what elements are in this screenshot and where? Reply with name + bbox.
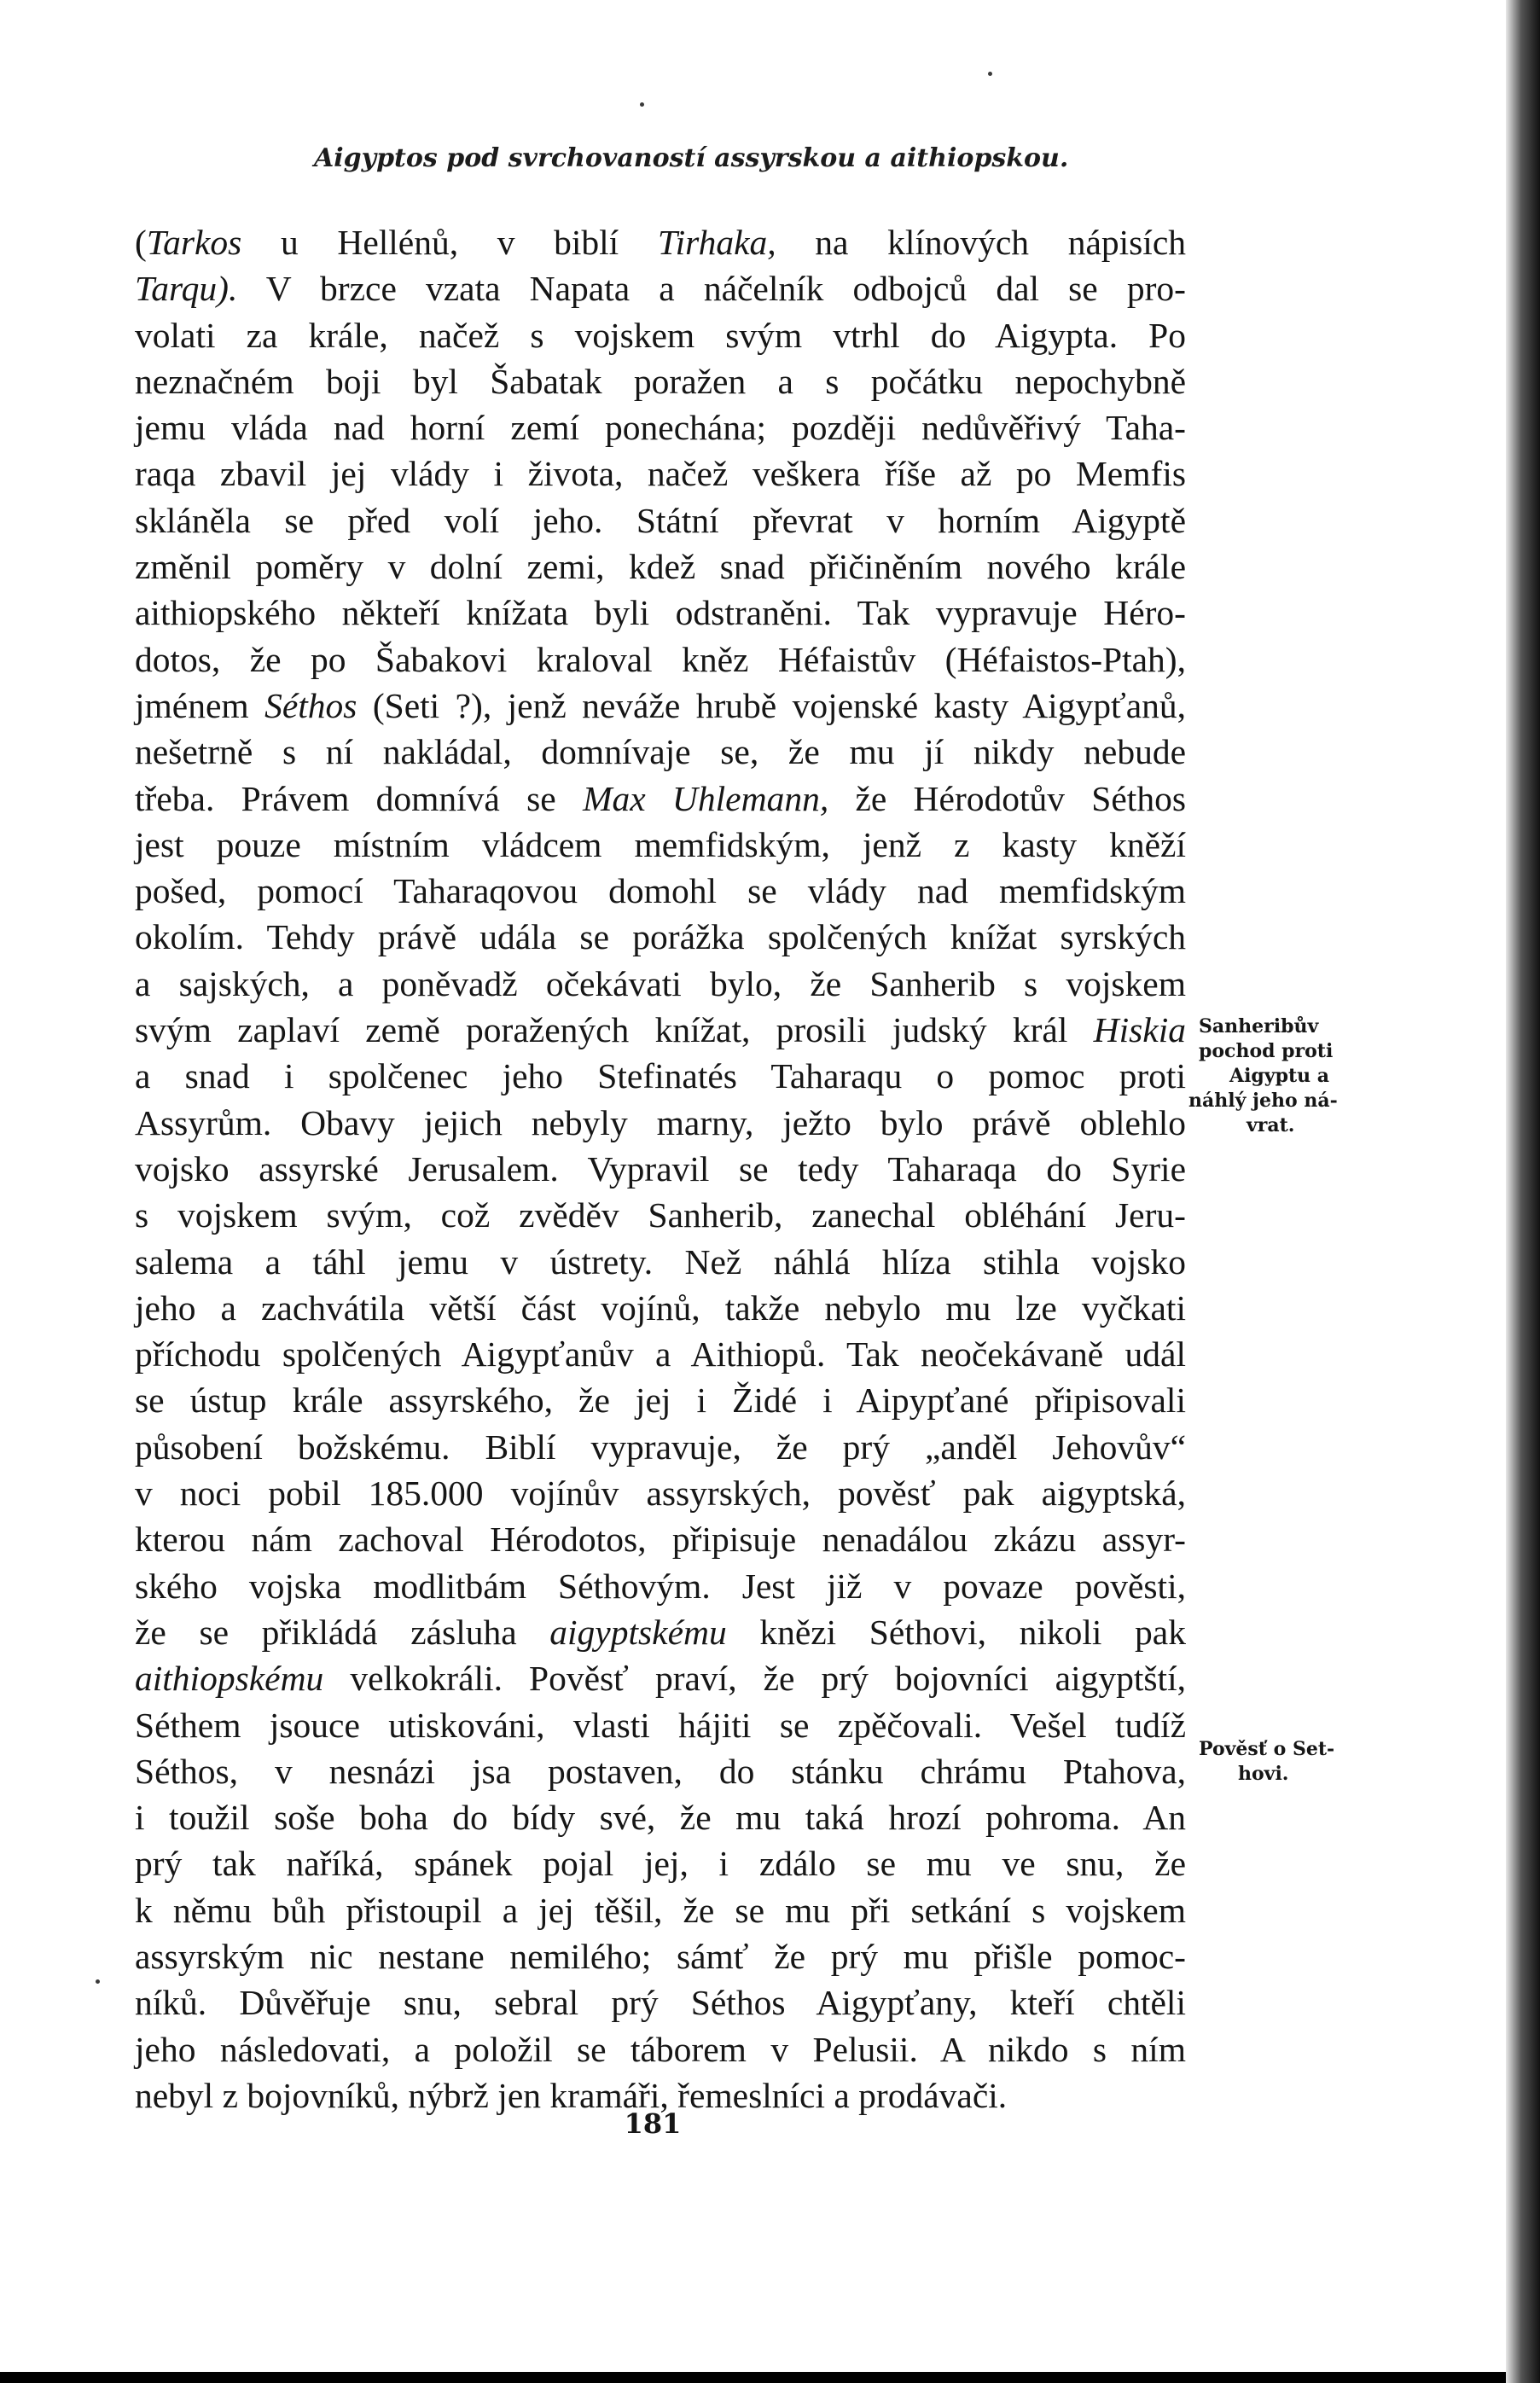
margin-note-line: Aigyptu a [1229,1065,1330,1087]
print-speck [988,72,992,76]
text-line [135,1748,1186,1794]
text-line [135,868,1186,914]
text-segment: jeho a zachvátila větší část vojínů, takže nebylo mu lze vyčkati [135,1287,1186,1328]
text-line [135,1053,1186,1099]
text-segment: se ústup krále assyrského, že jej i Židé i Aipypťané připisovali [135,1380,1186,1421]
margin-note-line: hovi. [1238,1763,1289,1785]
page-edge-shadow [1506,0,1540,2383]
margin-note-line: Pověsť o Set- [1199,1738,1335,1760]
text-line [135,1007,1186,1053]
text-line [135,404,1186,450]
text-segment: k němu bůh přistoupil a jej těšil, že se mu při setkání s vojskem [135,1890,1186,1930]
text-segment: jemu vláda nad horní zemí ponechána; později nedůvěřivý Taha- [135,408,1186,448]
text-line [135,636,1186,683]
text-line [135,543,1186,590]
text-line [135,683,1186,729]
text-line [135,1794,1186,1840]
text-segment: (Seti ?), jenž neváže hrubě vojenské kasty Aigypťanů, [357,685,1186,725]
italic-text: Séthos [264,685,357,725]
margin-note-sethos [1199,1737,1361,1787]
text-segment: velkokráli. Pověsť praví, že prý bojovníci aigyptští, [323,1659,1186,1699]
text-segment: raqa zbavil jej vlády i života, načež veškera říše až po Memfis [135,454,1186,494]
text-line [135,1239,1186,1285]
body-text [135,219,1186,2119]
text-segment: níků. Důvěřuje snu, sebral prý Séthos Aigypťany, kteří chtěli [135,1983,1186,2023]
text-segment: že se přikládá zásluha [135,1612,550,1652]
margin-note-line: náhlý jeho ná- [1188,1090,1338,1112]
text-segment: Assyrům. Obavy jejich nebyly marny, ježto bylo právě oblehlo [135,1102,1186,1142]
text-segment: i toužil soše boha do bídy své, že mu taká hrozí pohroma. An [135,1798,1186,1838]
text-segment: jeho následovati, a položil se táborem v Pelusii. A nikdo s ním [135,2029,1186,2069]
text-segment: a snad i spolčenec jeho Stefinatés Taharaqu o pomoc proti [135,1056,1186,1096]
italic-text: Tarkos [146,223,242,262]
text-line [135,1840,1186,1886]
text-line [135,1887,1186,1933]
page-number: 181 [624,2107,682,2140]
text-segment: ( [135,223,147,262]
text-segment: nebyl z bojovníků, nýbrž jen kramáři, řemeslníci a prodávači. [135,2075,1008,2115]
text-line [135,2026,1186,2072]
text-segment: knězi Séthovi, nikoli pak [726,1612,1186,1652]
italic-text: aithiopskému [135,1659,324,1699]
text-segment: Séthos, v nesnázi jsa postaven, do stánku chrámu Ptahova, [135,1751,1186,1791]
italic-text: Tirhaka, [657,223,776,262]
text-line [135,312,1186,358]
text-segment: v noci pobil 185.000 vojínův assyrských, pověsť pak aigyptská, [135,1473,1186,1514]
text-segment: příchodu spolčených Aigypťanův a Aithiopů. Tak neočekávaně udál [135,1334,1186,1375]
text-line [135,1285,1186,1331]
margin-note-line: pochod proti [1199,1040,1334,1062]
text-line [135,265,1186,311]
text-segment: a sajských, a poněvadž očekávati bylo, že Sanherib s vojskem [135,963,1186,1003]
italic-text: aigyptskému [549,1612,727,1652]
text-line [135,1933,1186,1979]
text-line [135,776,1186,822]
text-segment: na klínových nápisích [776,223,1186,262]
text-line [135,450,1186,497]
text-segment: prý tak naříká, spánek pojal jej, i zdálo se mu ve snu, že [135,1844,1186,1884]
text-line [135,1979,1186,2026]
text-segment: jménem [135,685,265,725]
text-line [135,1331,1186,1377]
text-line [135,497,1186,543]
text-line [135,961,1186,1007]
text-segment: aithiopského někteří knížata byli odstraněni. Tak vypravuje Héro- [135,593,1186,633]
text-segment: jest pouze místním vládcem memfidským, jenž z kasty kněží [135,824,1186,864]
print-speck [96,1979,100,1984]
running-head: Aigyptos pod svrchovaností assyrskou a aithiopskou. [314,143,1069,173]
text-line [135,1470,1186,1516]
text-line [135,1702,1186,1748]
text-segment: Séthem jsouce utiskováni, vlasti hájiti se zpěčovali. Vešel tudíž [135,1705,1186,1745]
print-speck [640,102,644,107]
text-line [135,1516,1186,1562]
text-segment: skláněla se před volí jeho. Státní převrat v horním Aigyptě [135,500,1186,540]
text-segment: s vojskem svým, což zvěděv Sanherib, zanechal obléhání Jeru- [135,1195,1186,1235]
text-segment: V brzce vzata Napata a náčelník odbojců dal se pro- [237,269,1186,309]
text-line [135,1424,1186,1470]
text-line [135,219,1186,265]
text-segment: u Hellénů, v biblí [241,223,658,262]
text-line [135,358,1186,404]
text-segment: vojsko assyrské Jerusalem. Vypravil se tedy Taharaqa do Syrie [135,1148,1186,1189]
text-segment: ského vojska modlitbám Séthovým. Jest již v povaze pověsti, [135,1566,1186,1606]
italic-text: Tarqu). [135,269,238,309]
text-segment: okolím. Tehdy právě udála se porážka spolčených knížat syrských [135,917,1186,957]
text-line [135,1192,1186,1238]
text-segment: změnil poměry v dolní zemi, kdež snad přičiněním nového krále [135,547,1186,587]
margin-note-line: vrat. [1247,1114,1295,1136]
text-line [135,1563,1186,1609]
text-line [135,1377,1186,1423]
text-segment: dotos, že po Šabakovi kraloval kněz Héfaistův (Héfaistos-Ptah), [135,639,1186,679]
text-line [135,1100,1186,1146]
text-segment: volati za krále, načež s vojskem svým vtrhl do Aigypta. Po [135,315,1186,355]
italic-text: Hiskia [1093,1010,1186,1050]
text-line [135,1146,1186,1192]
text-line [135,590,1186,636]
text-line [135,1609,1186,1655]
margin-note-line: Sanheribův [1199,1015,1319,1037]
text-segment: že Hérodotův Séthos [828,778,1186,818]
text-segment: nešetrně s ní nakládal, domnívaje se, že mu jí nikdy nebude [135,732,1186,772]
italic-text: Max Uhlemann, [582,778,829,818]
text-segment: kterou nám zachoval Hérodotos, připisuje nenadálou zkázu assyr- [135,1520,1186,1560]
margin-note-sanherib [1188,1014,1361,1138]
text-segment: působení božskému. Biblí vypravuje, že prý „anděl Jehovův“ [135,1427,1186,1467]
text-line [135,1655,1186,1701]
text-segment: assyrským nic nestane nemilého; sámť že prý mu přišle pomoc- [135,1936,1186,1976]
text-line [135,822,1186,868]
text-segment: třeba. Právem domnívá se [135,778,583,818]
text-segment: svým zaplaví země poražených knížat, prosili judský král [135,1010,1094,1050]
text-line [135,729,1186,775]
text-segment: pošed, pomocí Taharaqovou domohl se vlády nad memfidským [135,871,1186,911]
text-line [135,914,1186,960]
text-segment: salema a táhl jemu v ústrety. Než náhlá hlíza stihla vojsko [135,1241,1186,1282]
text-segment: neznačném boji byl Šabatak poražen a s počátku nepochybně [135,361,1186,401]
